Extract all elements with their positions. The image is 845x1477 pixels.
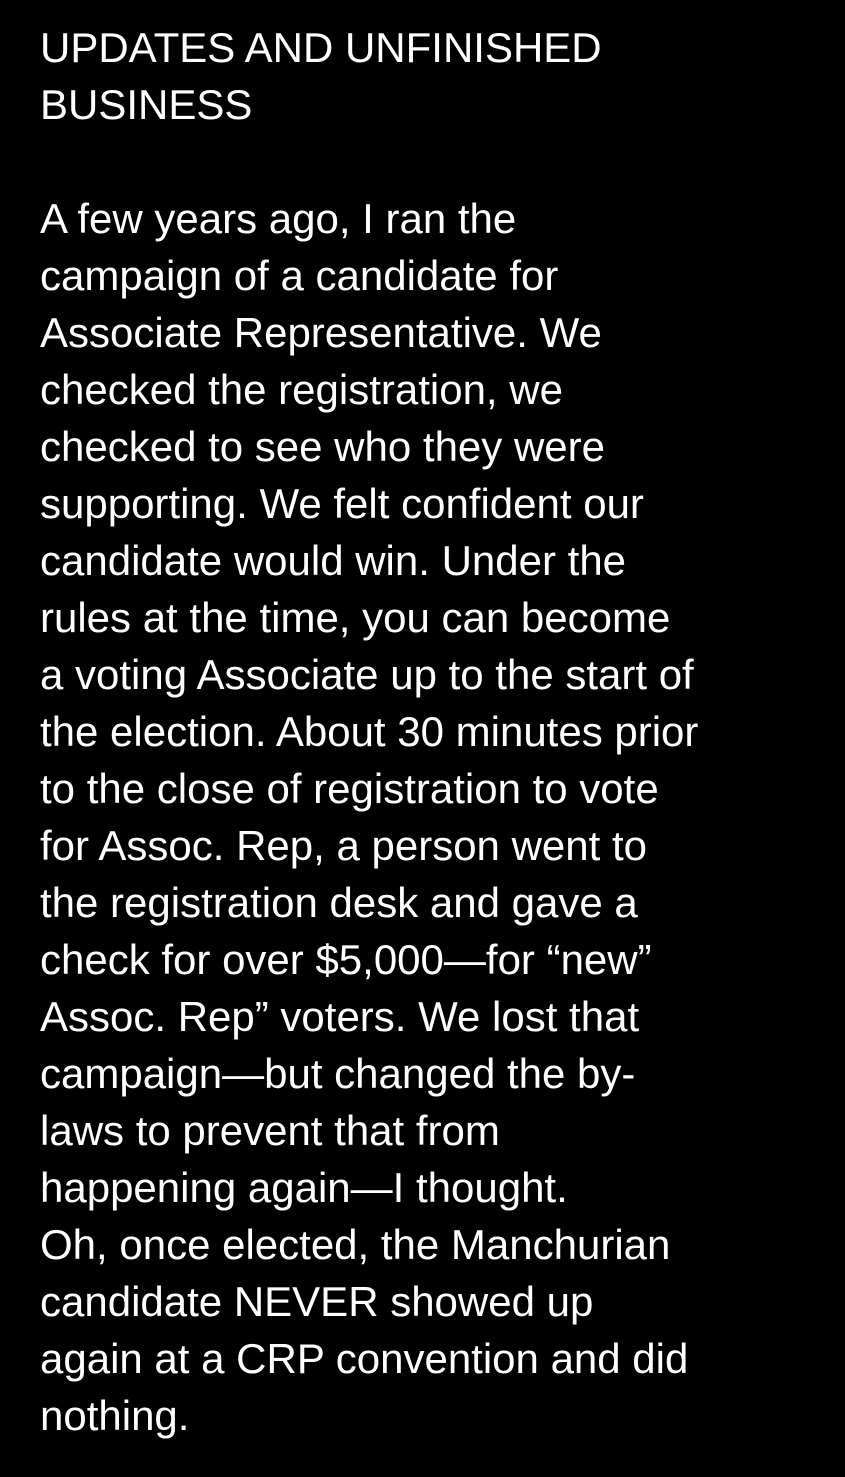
body-line: again at a CRP convention and did: [40, 1335, 689, 1382]
body-line: a voting Associate up to the start of: [40, 651, 694, 698]
body-line: happening again—I thought.: [40, 1164, 568, 1211]
body-line: laws to prevent that from: [40, 1107, 500, 1154]
body-line: campaign—but changed the by-: [40, 1050, 636, 1097]
body-line: check for over $5,000—for “new”: [40, 936, 652, 983]
body-line: Assoc. Rep” voters. We lost that: [40, 993, 640, 1040]
document-body: [40, 190, 830, 1444]
body-line: checked the registration, we: [40, 366, 563, 413]
body-line: candidate would win. Under the: [40, 537, 627, 584]
title-line: UPDATES AND UNFINISHED: [40, 24, 602, 71]
title-line: BUSINESS: [40, 81, 253, 128]
body-line: campaign of a candidate for: [40, 252, 559, 299]
body-line: checked to see who they were: [40, 423, 605, 470]
body-line: nothing.: [40, 1392, 190, 1439]
document-page: [40, 19, 830, 1444]
document-title: [40, 19, 740, 133]
body-line: candidate NEVER showed up: [40, 1278, 594, 1325]
body-line: the election. About 30 minutes prior: [40, 708, 699, 755]
body-line: to the close of registration to vote: [40, 765, 659, 812]
body-line: the registration desk and gave a: [40, 879, 638, 926]
body-line: supporting. We felt confident our: [40, 480, 644, 527]
body-line: Oh, once elected, the Manchurian: [40, 1221, 671, 1268]
body-line: A few years ago, I ran the: [40, 195, 517, 242]
body-line: Associate Representative. We: [40, 309, 602, 356]
body-line: for Assoc. Rep, a person went to: [40, 822, 647, 869]
body-line: rules at the time, you can become: [40, 594, 671, 641]
paragraph-spacer: [40, 133, 830, 190]
